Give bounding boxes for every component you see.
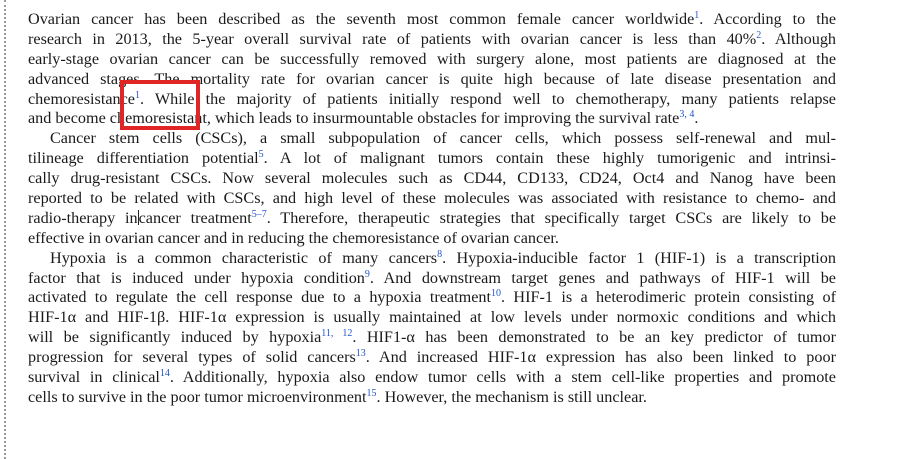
citation-link[interactable]: 9 (364, 268, 370, 280)
text-segment: reported to be related with CSCs, and high level of these molecules was associated with resistance to chemo- and (28, 189, 836, 208)
citation-link[interactable]: 8 (437, 248, 443, 260)
text-segment: chemoresistance (28, 89, 135, 108)
text-segment: . While the majority of patients initially respond well to chemotherapy, many patients relapse (139, 89, 836, 108)
text-segment: . According to the (699, 10, 837, 28)
text-segment: survival in clinical (28, 368, 160, 387)
margin-dotted-border (4, 0, 6, 459)
paragraph (28, 129, 836, 248)
text-line (28, 388, 836, 408)
citation-link[interactable]: 1 (134, 89, 140, 101)
text-segment: . Additionally, hypoxia also endow tumor cells with a stem cell-like properties and promote (169, 368, 836, 387)
citation-link[interactable]: 15 (366, 387, 377, 399)
text-segment: . And increased HIF-1α expression has also been linked to poor (365, 348, 836, 367)
paragraph (28, 249, 836, 408)
citation-link[interactable]: 14 (159, 368, 170, 380)
text-segment: cells to survive in the poor tumor microenvironment (28, 387, 367, 406)
text-line (28, 209, 836, 229)
text-line (28, 288, 836, 308)
text-segment: . However, the mechanism is still unclear. (376, 387, 647, 406)
text-segment: and become chemoresistant, which leads to insurmountable obstacles for improving the survival rate (28, 109, 680, 128)
text-segment: . HIF-1 is a heterodimeric protein consisting of (500, 288, 837, 307)
text-segment: Hypoxia is a common characteristic of many cancers (50, 248, 438, 267)
text-line (28, 269, 836, 289)
text-segment: . Therefore, therapeutic strategies that specifically target CSCs are likely to be (266, 208, 837, 227)
citation-link[interactable]: 5–7 (251, 208, 267, 220)
text-segment: advanced stages. The mortality rate for ovarian cancer is quite high because of late disease presentation and (28, 69, 836, 88)
text-segment: Cancer stem cells (CSCs), a small subpopulation of cancer cells, which possess self-renewal and mul- (50, 129, 836, 148)
text-line (28, 249, 836, 269)
citation-link[interactable]: 5 (258, 149, 264, 161)
text-segment: factor that is induced under hypoxia condition (28, 268, 365, 287)
text-line (28, 169, 836, 189)
citation-link[interactable]: 11, 12 (321, 328, 353, 340)
citation-link[interactable]: 1 (694, 10, 700, 21)
text-segment: tilineage differentiation potential (28, 149, 259, 168)
text-segment: . HIF1-α has been demonstrated to be an key predictor of tumor (352, 328, 836, 347)
text-line (28, 129, 836, 149)
text-line (28, 189, 836, 209)
text-segment: effective in ovarian cancer and in reducing the chemoresistance of ovarian cancer. (28, 228, 559, 247)
text-segment: cancer treatment (138, 208, 252, 227)
text-segment: Ovarian cancer has been described as the seventh most common female cancer worldwide (28, 10, 695, 28)
text-line (28, 308, 836, 328)
text-segment: . And downstream target genes and pathways of HIF-1 will be (369, 268, 836, 287)
text-line (28, 368, 836, 388)
citation-link[interactable]: 10 (490, 288, 501, 300)
text-segment: will be significantly induced by hypoxia (28, 328, 322, 347)
text-segment: . Although (761, 29, 837, 48)
text-line (28, 30, 836, 50)
text-line (28, 50, 836, 70)
text-segment: . Hypoxia-inducible factor 1 (HIF-1) is a transcription (442, 248, 836, 267)
text-line (28, 328, 836, 348)
text-segment: radio-therapy in (28, 208, 138, 227)
highlight-box (120, 80, 200, 130)
text-line (28, 10, 836, 30)
citation-link[interactable]: 13 (355, 348, 366, 360)
document-body (28, 10, 836, 408)
text-line (28, 229, 836, 249)
text-segment: cally drug-resistant CSCs. Now several molecules such as CD44, CD133, CD24, Oct4 and Nanog have been (28, 169, 836, 188)
text-segment: research in 2013, the 5-year overall survival rate of patients with ovarian cancer is less than 40% (28, 29, 757, 48)
text-segment: activated to regulate the cell response due to a hypoxia treatment (28, 288, 491, 307)
text-segment: . (694, 109, 699, 128)
text-line (28, 149, 836, 169)
text-segment: HIF-1α and HIF-1β. HIF-1α expression is usually maintained at low levels under normoxic conditions and which (28, 308, 836, 327)
text-line (28, 348, 836, 368)
citation-link[interactable]: 3, 4 (679, 109, 695, 121)
citation-link[interactable]: 2 (756, 29, 762, 41)
text-segment: . A lot of malignant tumors contain these highly tumorigenic and intrinsi- (263, 149, 836, 168)
text-segment: progression for several types of solid cancers (28, 348, 356, 367)
text-segment: early-stage ovarian cancer can be successfully removed with surgery alone, most patients are diagnosed at the (28, 49, 836, 68)
